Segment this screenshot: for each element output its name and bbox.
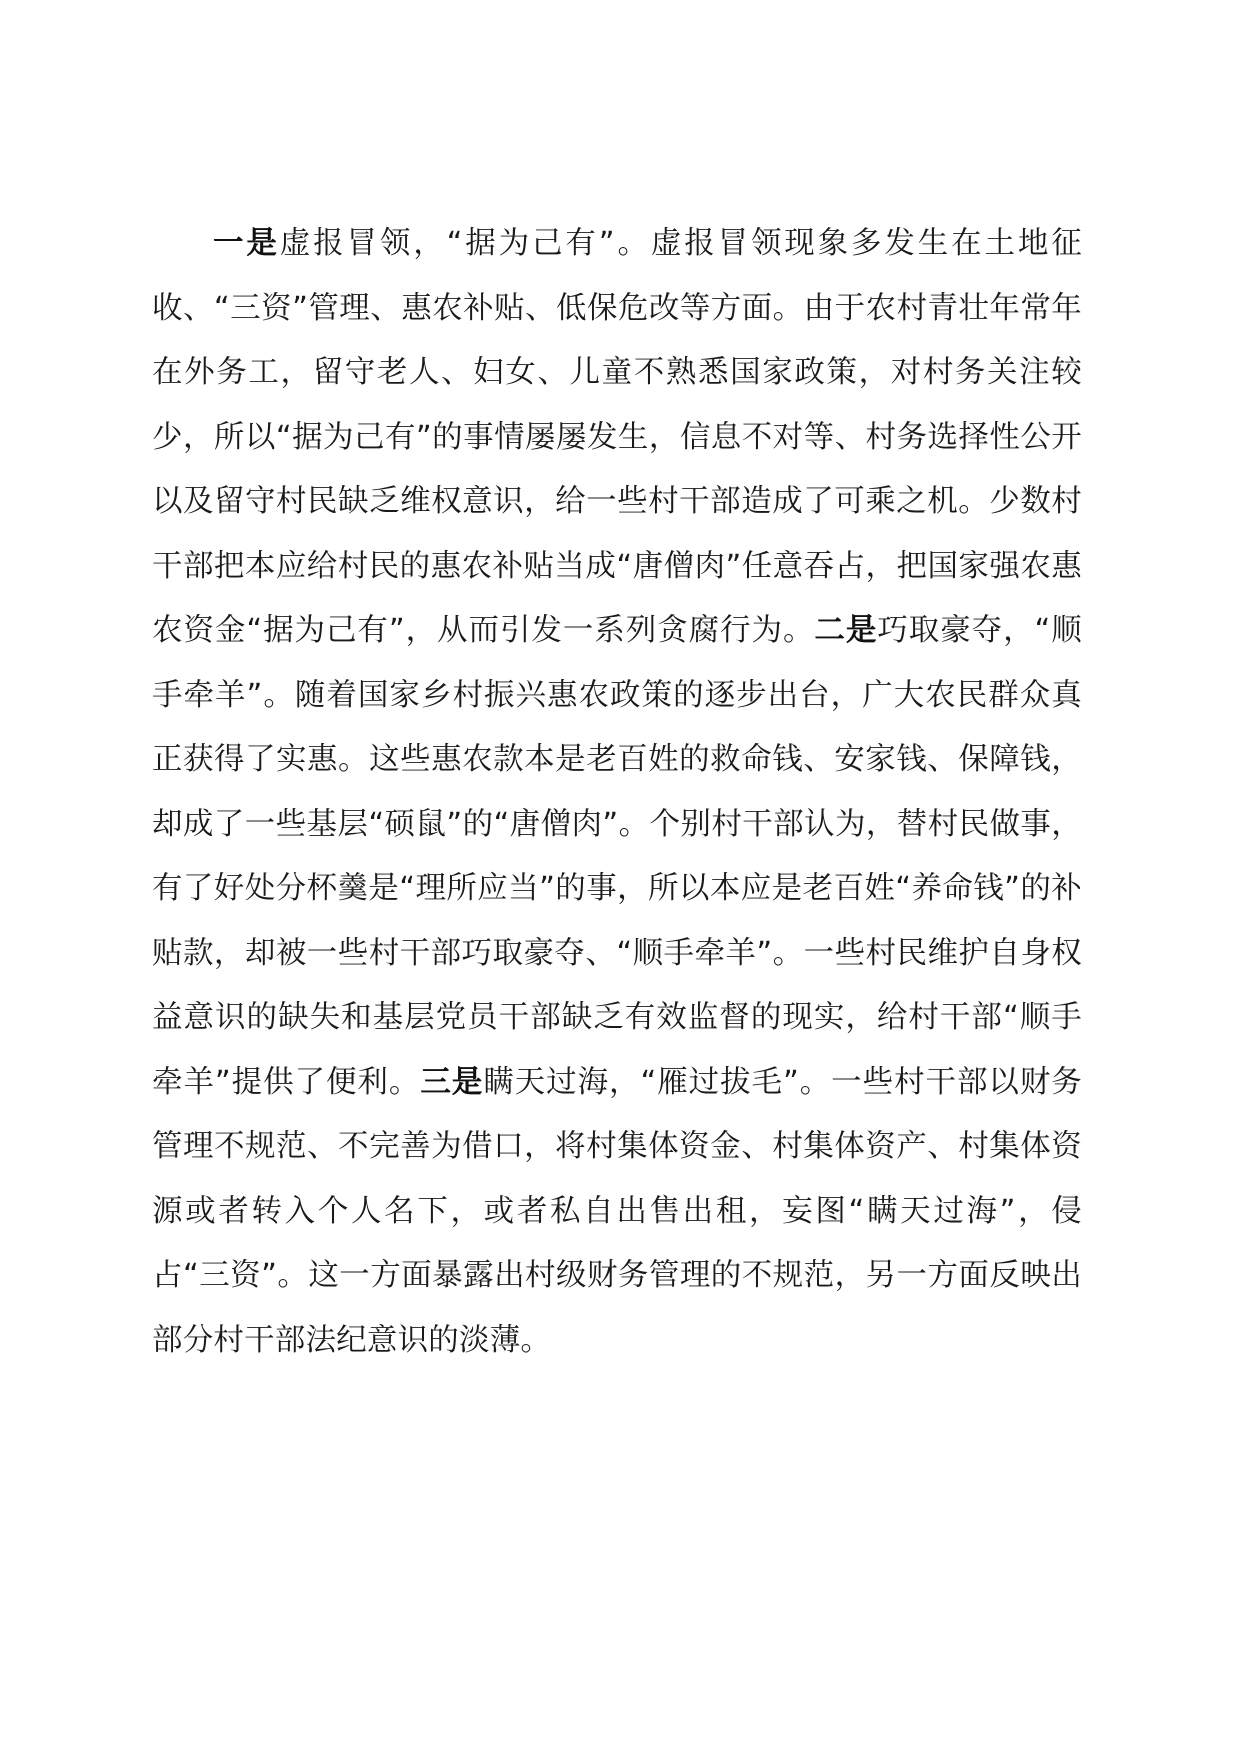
point-one-text: 虚报冒领，“据为己有”。虚报冒领现象多发生在土地征收、“三资”管理、惠农补贴、低保危改等方面。由于农村青壮年常年在外务工，留守老人、妇女、儿童不熟悉国家政策，对村务关注较少，所以“据为己有”的事情屡屡发生，信息不对等、村务选择性公开以及留守村民缺乏维权意识，给一些村干部造成了可乘之机。少数村干部把本应给村民的惠农补贴当成“唐僧肉”任意吞占，把国家强农惠农资金“据为己有”，从而引发一系列贪腐行为。 <box>152 226 1082 648</box>
point-two-text: 巧取豪夺，“顺手牵羊”。随着国家乡村振兴惠农政策的逐步出台，广大农民群众真正获得了实惠。这些惠农款本是老百姓的救命钱、安家钱、保障钱，却成了一些基层“硕鼠”的“唐僧肉”。个别村干部认为，替村民做事，有了好处分杯羹是“理所应当”的事，所以本应是老百姓“养命钱”的补贴款，却被一些村干部巧取豪夺、“顺手牵羊”。一些村民维护自身权益意识的缺失和基层党员干部缺乏有效监督的现实，给村干部“顺手牵羊”提供了便利。 <box>152 613 1083 1100</box>
point-one-lead: 一是 <box>213 226 280 261</box>
point-three-text: 瞒天过海，“雁过拔毛”。一些村干部以财务管理不规范、不完善为借口，将村集体资金、村集体资产、村集体资源或者转入个人名下，或者私自出售出租，妄图“瞒天过海”，侵占“三资”。这一方面暴露出村级财务管理的不规范，另一方面反映出部分村干部法纪意识的淡薄。 <box>152 1064 1083 1358</box>
point-three-lead: 三是 <box>420 1064 484 1100</box>
body-paragraph <box>152 212 1082 1373</box>
point-two-lead: 二是 <box>814 613 878 648</box>
